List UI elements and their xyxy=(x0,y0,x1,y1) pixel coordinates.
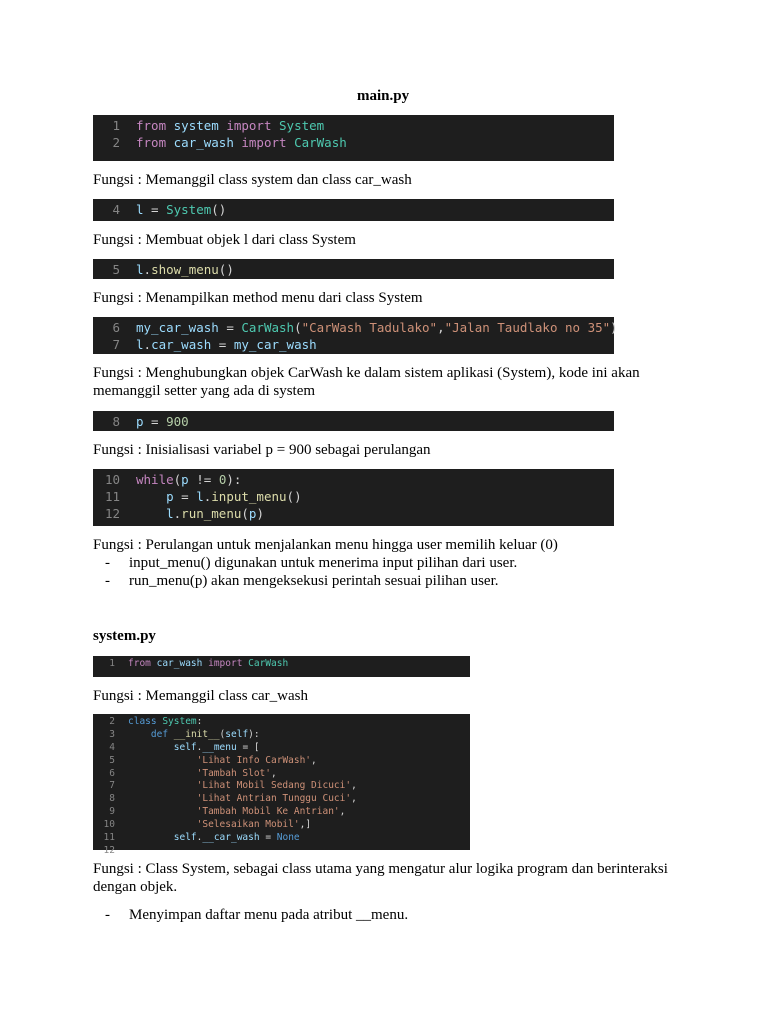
code-line xyxy=(93,658,470,671)
bullet-item: - run_menu(p) akan mengeksekusi perintah sesuai pilihan user. xyxy=(105,573,499,589)
code-line xyxy=(93,117,614,134)
code-text: p = l.input_menu() xyxy=(166,489,302,504)
code-text: def __init__(self): xyxy=(150,728,260,740)
description-text: Fungsi : Menampilkan method menu dari class System xyxy=(93,290,423,306)
code-line xyxy=(93,716,470,729)
code-text: 'Selesaikan Mobil',] xyxy=(196,819,312,831)
line-number: 2 xyxy=(112,135,120,150)
code-line xyxy=(93,201,614,218)
code-text: my_car_wash = CarWash("CarWash Tadulako","Jalan Taudlako no 35") xyxy=(136,320,618,335)
code-line xyxy=(93,755,470,768)
line-number: 7 xyxy=(112,337,120,352)
description-text: Fungsi : Inisialisasi variabel p = 900 sebagai perulangan xyxy=(93,442,431,458)
code-text: l.run_menu(p) xyxy=(166,506,264,521)
code-block xyxy=(93,714,470,856)
code-text: p = 900 xyxy=(136,414,189,429)
code-line xyxy=(93,819,470,832)
description-text: Fungsi : Class System, sebagai class utama yang mengatur alur logika program dan berinteraksi dengan objek. xyxy=(93,861,668,895)
line-number: 8 xyxy=(109,793,115,805)
line-number: 5 xyxy=(109,754,115,766)
code-line xyxy=(93,505,614,522)
line-number: 6 xyxy=(112,320,120,335)
bullet-item: - Menyimpan daftar menu pada atribut __menu. xyxy=(105,907,409,923)
line-number: 12 xyxy=(104,506,120,521)
code-line xyxy=(93,832,470,845)
code-text: l.car_wash = my_car_wash xyxy=(136,337,317,352)
line-number: 6 xyxy=(109,767,115,779)
line-number: 4 xyxy=(112,202,120,217)
code-block xyxy=(93,199,614,221)
description-text: Fungsi : Perulangan untuk menjalankan menu hingga user memilih keluar (0) xyxy=(93,537,558,553)
code-block xyxy=(93,259,614,279)
line-number: 10 xyxy=(104,472,120,487)
code-line xyxy=(93,742,470,755)
description-text: Fungsi : Memanggil class system dan class car_wash xyxy=(93,172,412,188)
code-line xyxy=(93,488,614,505)
code-text: 'Tambah Mobil Ke Antrian', xyxy=(196,806,346,818)
code-line xyxy=(93,780,470,793)
code-line xyxy=(93,768,470,781)
line-number: 10 xyxy=(103,819,115,831)
code-text: from system import System xyxy=(136,118,325,133)
code-text: 'Tambah Slot', xyxy=(196,767,277,779)
code-block xyxy=(93,469,614,526)
code-line xyxy=(93,793,470,806)
code-line xyxy=(93,134,614,151)
code-block xyxy=(93,115,614,161)
code-line xyxy=(93,845,470,858)
code-text: self.__car_wash = None xyxy=(173,832,300,844)
line-number: 11 xyxy=(104,489,120,504)
code-line xyxy=(93,729,470,742)
bullet-text: run_menu(p) akan mengeksekusi perintah sesuai pilihan user. xyxy=(129,573,499,589)
code-line xyxy=(93,319,618,336)
line-number: 1 xyxy=(112,118,120,133)
bullet-item: - input_menu() digunakan untuk menerima input pilihan dari user. xyxy=(105,555,518,571)
line-number: 3 xyxy=(109,728,115,740)
code-line xyxy=(93,806,470,819)
code-block xyxy=(93,411,614,431)
code-block xyxy=(93,317,618,354)
code-text: 'Lihat Antrian Tunggu Cuci', xyxy=(196,793,357,805)
description-text: Fungsi : Menghubungkan objek CarWash ke dalam sistem aplikasi (System), kode ini akan memanggil setter yang ada di system xyxy=(93,365,640,399)
line-number: 1 xyxy=(109,658,115,669)
code-text: 'Lihat Mobil Sedang Dicuci', xyxy=(196,780,357,792)
line-number: 8 xyxy=(112,414,120,429)
code-line xyxy=(93,413,614,430)
line-number: 12 xyxy=(103,844,115,856)
code-text: while(p != 0): xyxy=(136,472,242,487)
code-text: l.show_menu() xyxy=(136,262,234,277)
code-text: l = System() xyxy=(136,202,227,217)
code-text: self.__menu = [ xyxy=(173,741,260,753)
main-py-title: main.py xyxy=(357,88,410,104)
line-number: 9 xyxy=(109,806,115,818)
code-text xyxy=(115,845,128,858)
description-text: Fungsi : Memanggil class car_wash xyxy=(93,688,308,704)
code-block xyxy=(93,656,470,677)
code-text: from car_wash import CarWash xyxy=(128,658,289,669)
line-number: 4 xyxy=(109,741,115,753)
code-line xyxy=(93,471,614,488)
system-py-title: system.py xyxy=(93,628,156,644)
code-line xyxy=(93,336,614,353)
code-text: from car_wash import CarWash xyxy=(136,135,347,150)
line-number: 2 xyxy=(109,716,115,727)
code-line xyxy=(93,261,614,278)
code-text: class System: xyxy=(128,716,203,727)
line-number: 5 xyxy=(112,262,120,277)
code-text: 'Lihat Info CarWash', xyxy=(196,754,317,766)
description-text: Fungsi : Membuat objek l dari class System xyxy=(93,232,356,248)
bullet-text: input_menu() digunakan untuk menerima input pilihan dari user. xyxy=(129,555,518,571)
line-number: 11 xyxy=(103,832,115,844)
line-number: 7 xyxy=(109,780,115,792)
bullet-text: Menyimpan daftar menu pada atribut __menu. xyxy=(129,907,409,923)
